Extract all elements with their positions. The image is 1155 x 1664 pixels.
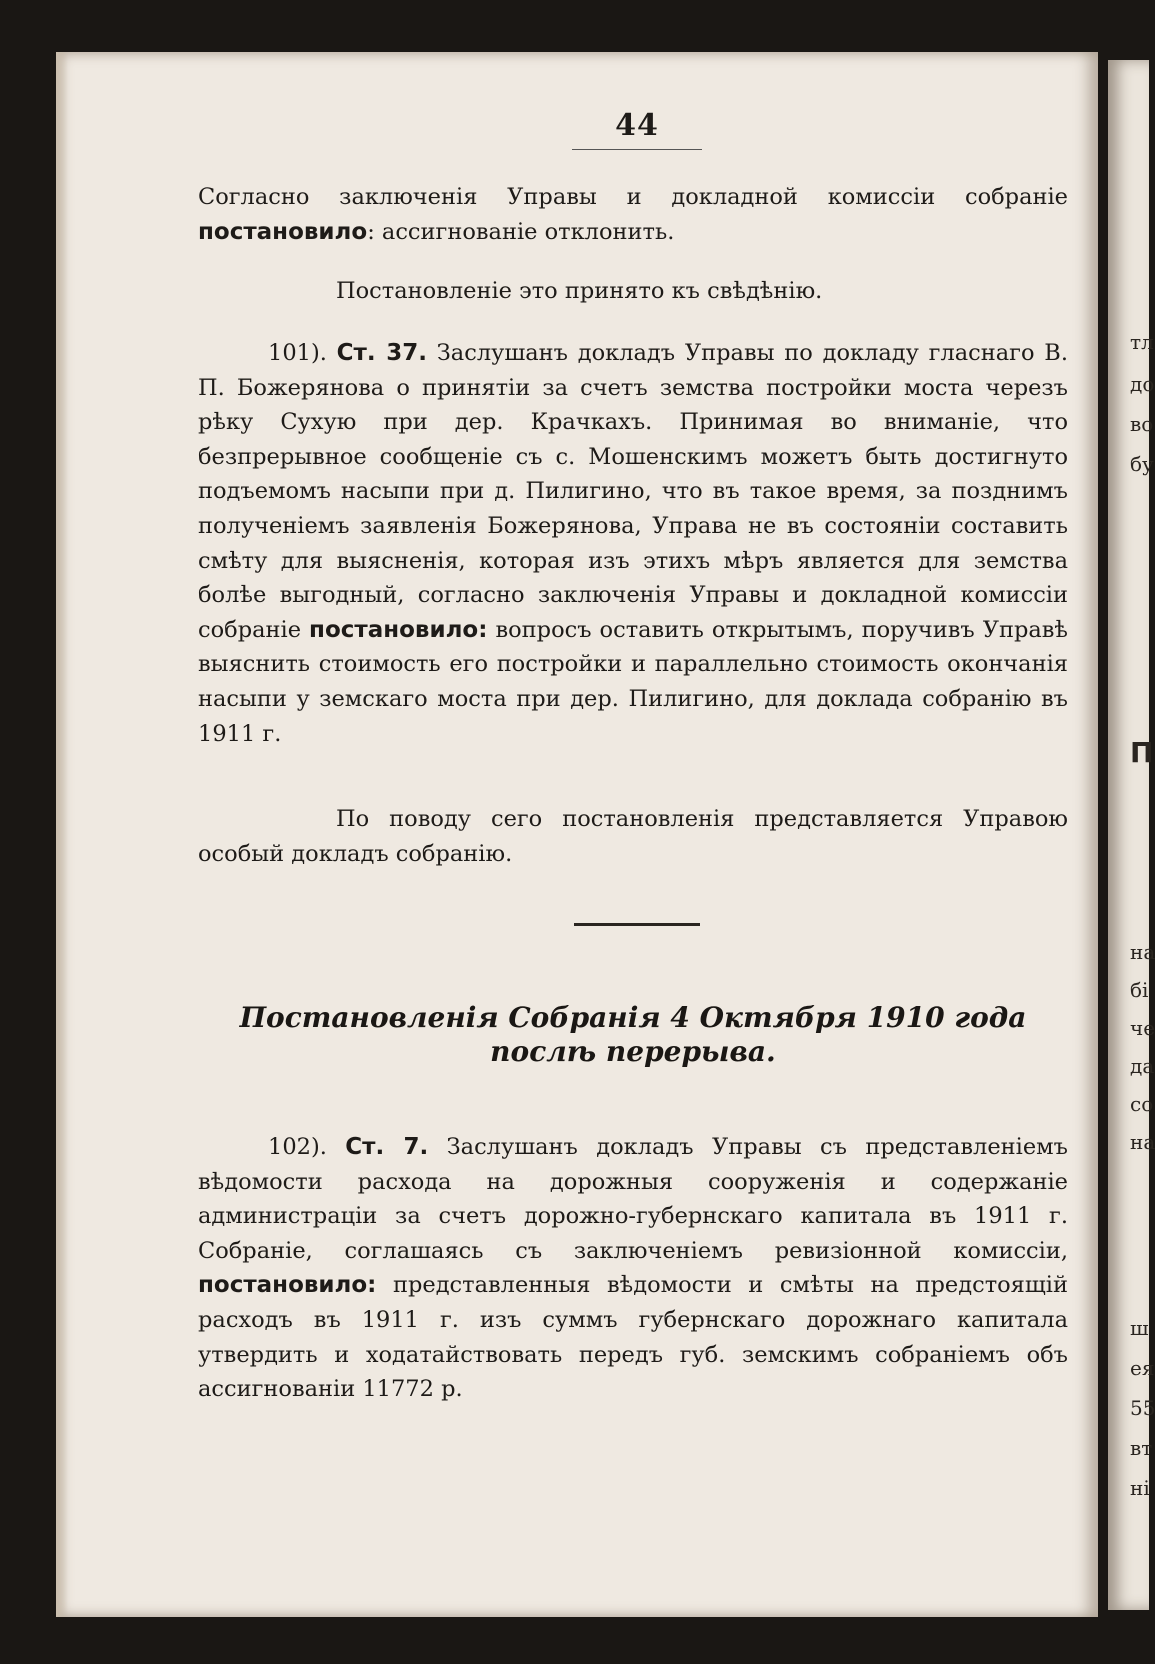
page-number-rule [572,149,702,150]
fragment: бу [1130,452,1154,476]
opening-paragraph [198,180,1068,249]
resolution-keyword: постановило: [198,1272,377,1299]
article-ref: Ст. 37. [336,340,427,366]
resolution-keyword: постановило [198,218,368,245]
item-102 [198,1130,1068,1407]
item-102-text-after: представленныя вѣдомости и смѣты на предстоящій расходъ въ 1911 г. изъ суммъ губернскаго дорожнаго капитала утвердить и ходатайствовать передъ губ. земскимъ собраніемъ объ ассигнованіи 11772 р. [198,1272,1068,1403]
fragment: до [1130,372,1155,396]
fragment: бі [1130,978,1149,1002]
fragment: на [1130,1130,1155,1154]
fragment: тл [1130,330,1154,354]
opening-text-before: Согласно заключенія Управы и докладной комиссіи собраніе [198,184,1068,210]
item-102-text-before: Заслушанъ докладъ Управы съ представленіемъ вѣдомости расхода на дорожныя сооруженія и содержаніе администраціи за счетъ дорожно-губернскаго капитала въ 1911 г. Собраніе, соглашаясь съ заключеніемъ ревизіонной комиссіи, [198,1134,1068,1264]
note-2: По поводу сего постановленія представляется Управою особый докладъ собранію. [198,806,1068,867]
fragment: П [1130,736,1154,769]
item-101-text-after: вопросъ оставить открытымъ, поручивъ Управѣ выяснить стоимость его постройки и параллельно стоимость окончанія насыпи у земскаго моста при дер. Пилигино, для доклада собранію въ 1911 г. [198,616,1069,747]
fragment: на [1130,940,1155,964]
item-number: 102). [268,1134,327,1160]
fragment: 55 [1130,1396,1155,1420]
article-ref: Ст. 7. [345,1134,429,1160]
fragment: ш [1130,1316,1149,1340]
note-1: Постановленіе это принято къ свѣдѣнію. [336,278,823,304]
page-number: 44 [615,108,659,143]
item-number: 101). [268,340,327,366]
fragment: да [1130,1054,1155,1078]
fragment: ні [1130,1476,1150,1500]
fragment: во [1130,412,1154,436]
section-divider [574,923,700,926]
fragment: че [1130,1016,1155,1040]
section-heading: Постановленія Собранія 4 Октября 1910 года послѣ перерыва. [239,1001,1027,1068]
opening-text-after: : ассигнованіе отклонить. [367,218,675,245]
item-101-text-before: Заслушанъ докладъ Управы по докладу гласнаго В. П. Божерянова о принятіи за счетъ земства постройки моста черезъ рѣку Сухую при дер. Крачкахъ. Принимая во вниманіе, что безпрерывное сообщеніе съ с. Мошенскимъ можетъ быть достигнуто подъемомъ насыпи при д. Пилигино, что въ такое время, за позднимъ полученіемъ заявленія Божерянова, Управа не въ состояніи составить смѣту для выясненія, которая изъ этихъ мѣръ является для земства болѣе выгодный, согласно заключенія Управы и докладной комиссіи собраніе [198,340,1068,643]
resolution-keyword: постановило: [309,616,488,643]
item-101 [198,336,1068,751]
fragment: со [1130,1092,1154,1116]
fragment: ея [1130,1356,1155,1380]
fragment: вт [1130,1436,1153,1460]
adjacent-page-edge [1108,60,1155,1610]
